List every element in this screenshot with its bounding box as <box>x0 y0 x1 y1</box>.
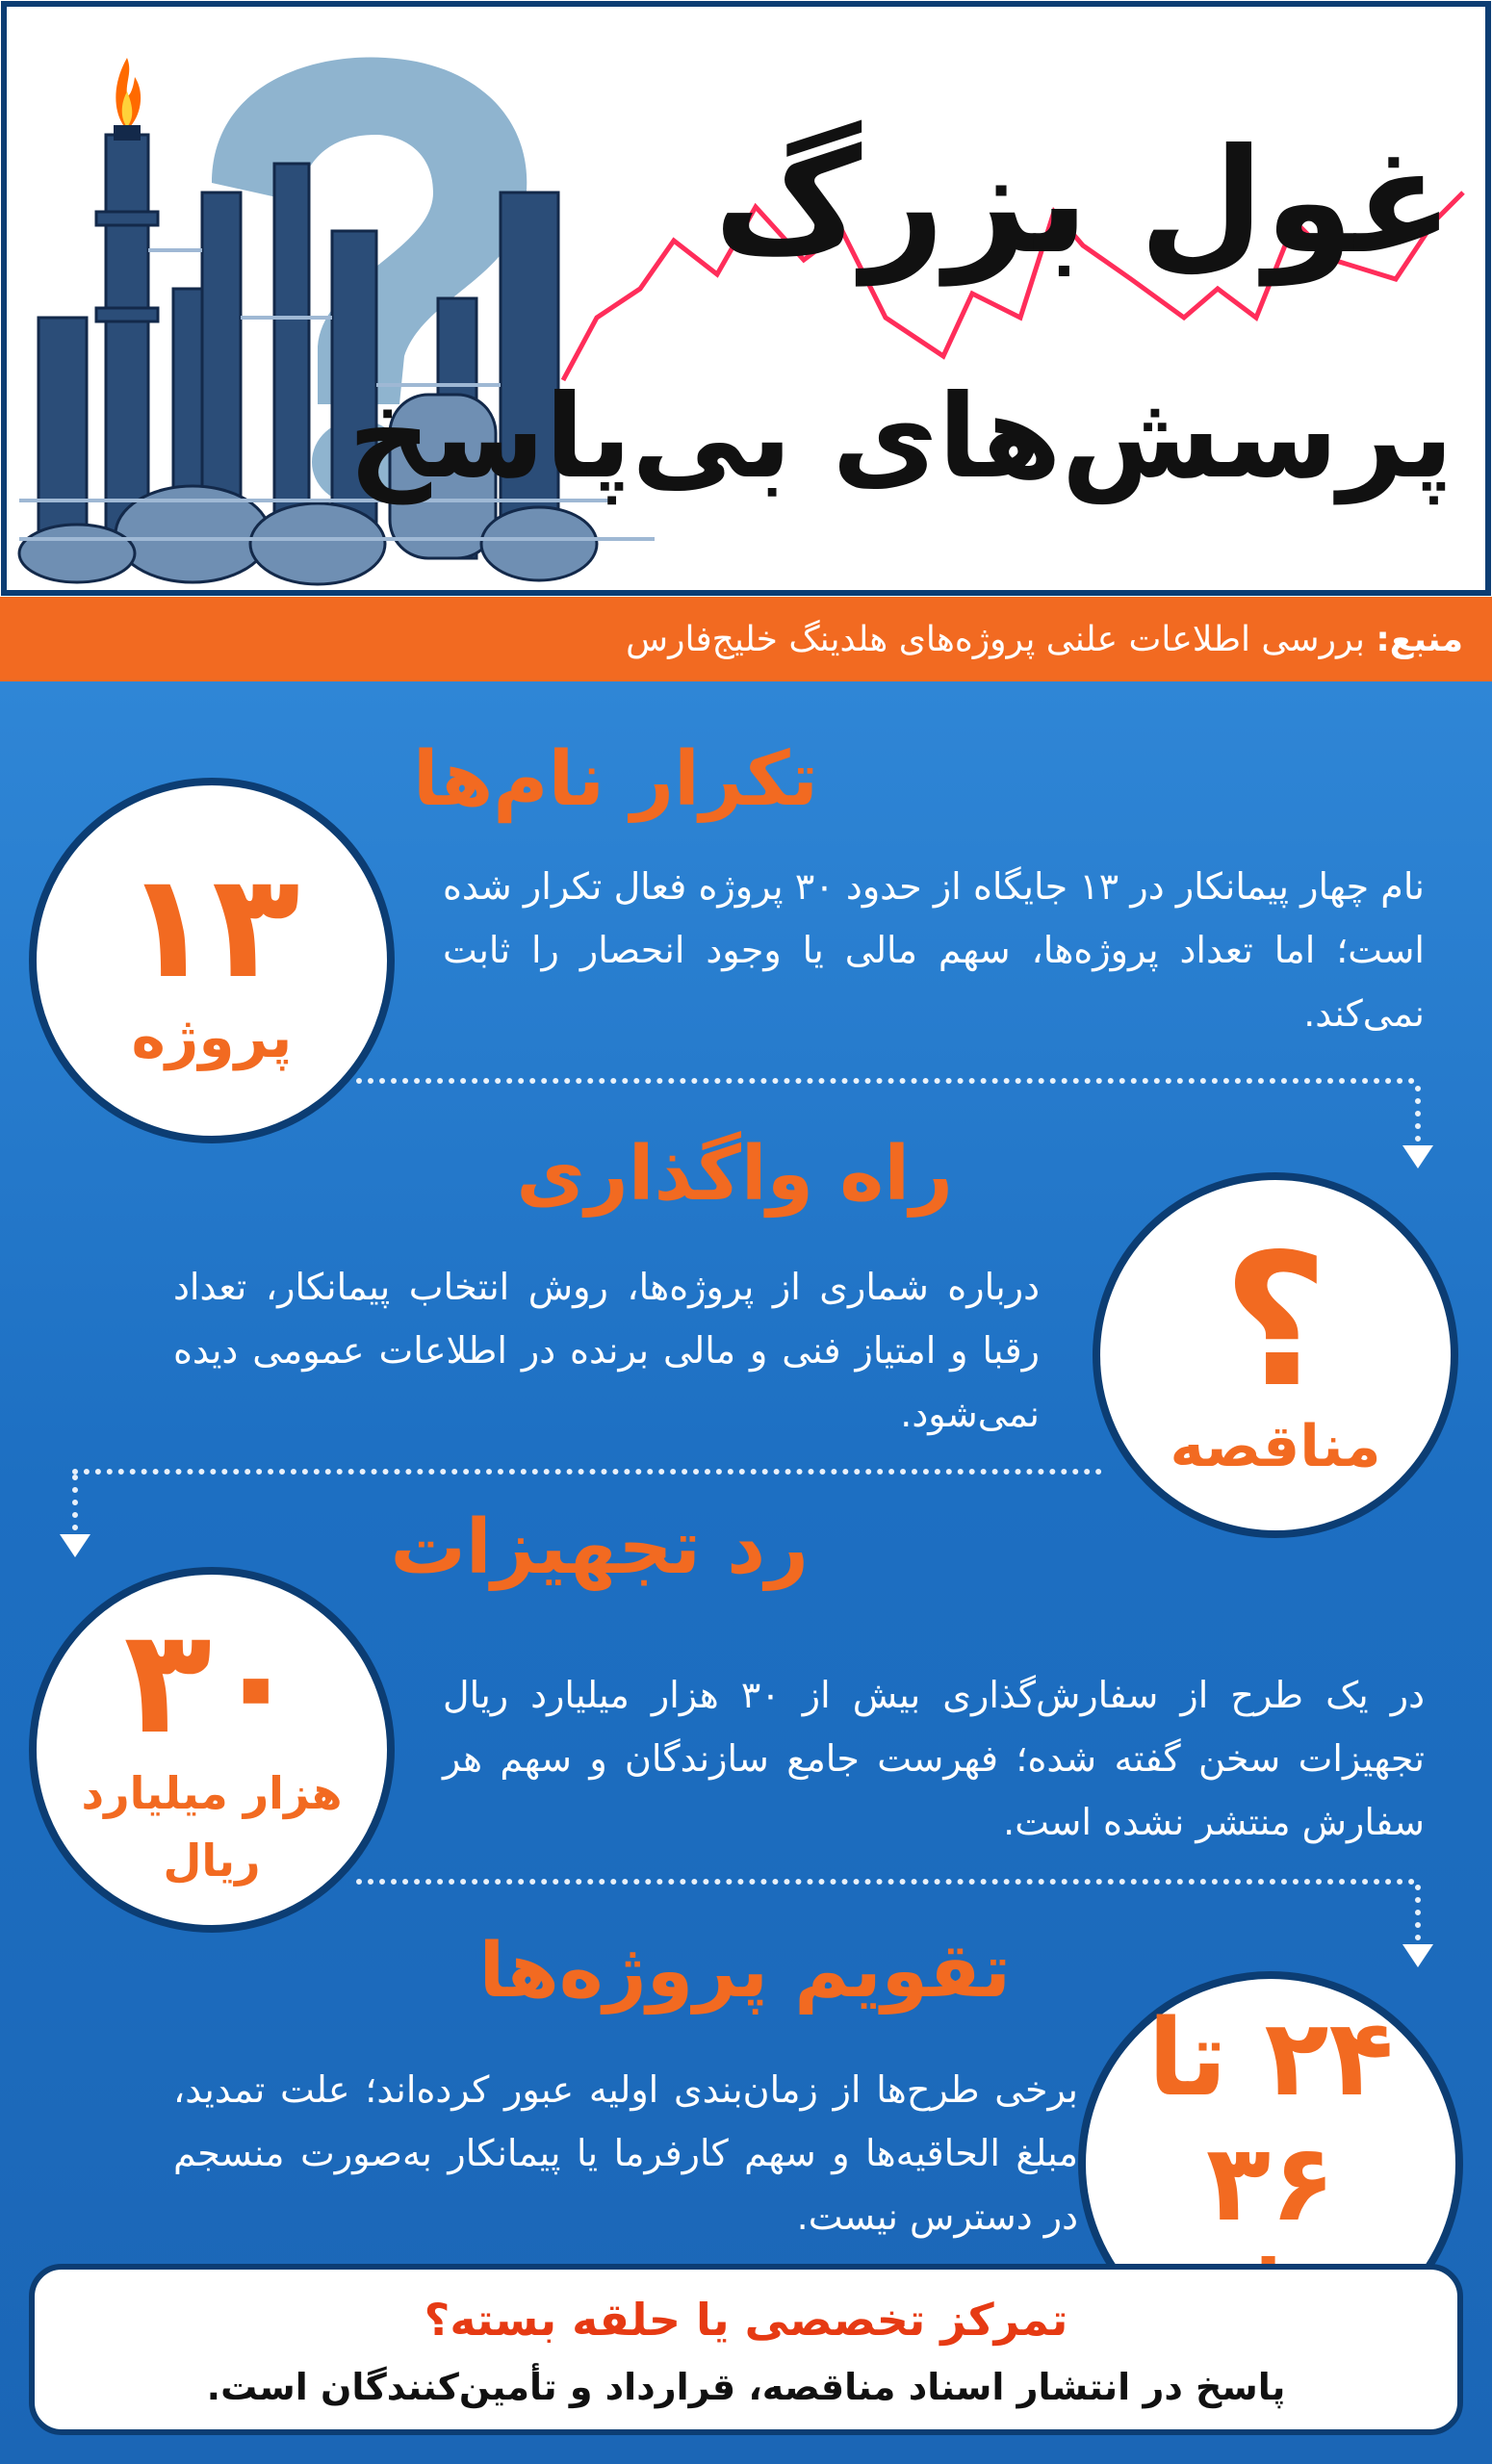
header <box>0 0 1492 597</box>
source-value: بررسی اطلاعات علنی پروژه‌های هلدینگ خلیج‌فارس <box>626 619 1365 659</box>
content-panel <box>0 681 1492 2464</box>
stat-value: ۳۰ <box>123 1599 300 1766</box>
question-mark-icon: ؟ <box>1222 1215 1329 1427</box>
section-body: در یک طرح از سفارش‌گذاری بیش از ۳۰ هزار میلیارد ریال تجهیزات سخن گفته شده؛ فهرست جامع سازندگان و سهم هر سفارش منتشر نشده است. <box>443 1674 1426 1843</box>
section-body: برخی طرح‌ها از زمان‌بندی اولیه عبور کرده‌اند؛ علت تمدید، مبلغ الحاقیه‌ها و سهم کارفرما یا پیمانکار به‌صورت منسجم در دسترس نیست. <box>173 2068 1078 2238</box>
dotted-connector <box>1415 1885 1421 1940</box>
stat-unit: مناقصه <box>1170 1413 1381 1480</box>
section-title: رد تجهیزات <box>390 1504 809 1591</box>
stat-unit: پروژه <box>131 1004 293 1071</box>
source-label: منبع: <box>1376 619 1463 659</box>
down-arrow-icon <box>1402 1145 1433 1168</box>
dotted-divider <box>356 1078 1415 1084</box>
section-body: درباره شماری از پروژه‌ها، روش انتخاب پیمانکار، تعداد رقبا و امتیاز فنی و مالی برنده در اطلاعات عمومی دیده نمی‌شود. <box>173 1266 1040 1435</box>
conclusion-box <box>29 2264 1463 2435</box>
dotted-divider <box>356 1879 1415 1885</box>
down-arrow-icon <box>1402 1944 1433 1967</box>
section-title: تقویم پروژه‌ها <box>478 1928 1011 2015</box>
source-bar <box>0 597 1492 681</box>
stat-circle <box>29 778 395 1143</box>
dotted-divider <box>72 1469 1102 1475</box>
conclusion-title: تمرکز تخصصی یا حلقه بسته؟ <box>424 2294 1068 2346</box>
stat-value: ۲۴ تا ۳۶ <box>1147 1996 1394 2245</box>
dotted-connector <box>1415 1086 1421 1142</box>
section-body: نام چهار پیمانکار در ۱۳ جایگاه از حدود ۳۰ پروژه فعال تکرار شده است؛ اما تعداد پروژه‌ها، سهم مالی یا وجود انحصار را ثابت نمی‌کند. <box>443 865 1425 1035</box>
dotted-connector <box>72 1475 78 1530</box>
stat-value: ۱۳ <box>123 843 300 1011</box>
subtitle: پرسش‌های بی‌پاسخ <box>347 371 1453 504</box>
conclusion-text: پاسخ در انتشار اسناد مناقصه، قرارداد و تأمین‌کنندگان است. <box>206 2366 1286 2408</box>
main-title: غول بزرگ <box>713 118 1453 286</box>
stat-circle <box>29 1567 395 1933</box>
section-title: تکرار نام‌ها <box>412 736 818 823</box>
section-title: راه واگذاری <box>516 1131 953 1218</box>
down-arrow-icon <box>60 1534 90 1557</box>
stat-circle <box>1093 1172 1458 1538</box>
stat-unit: هزار میلیارد ریال <box>81 1767 343 1886</box>
source-text <box>626 620 1492 659</box>
